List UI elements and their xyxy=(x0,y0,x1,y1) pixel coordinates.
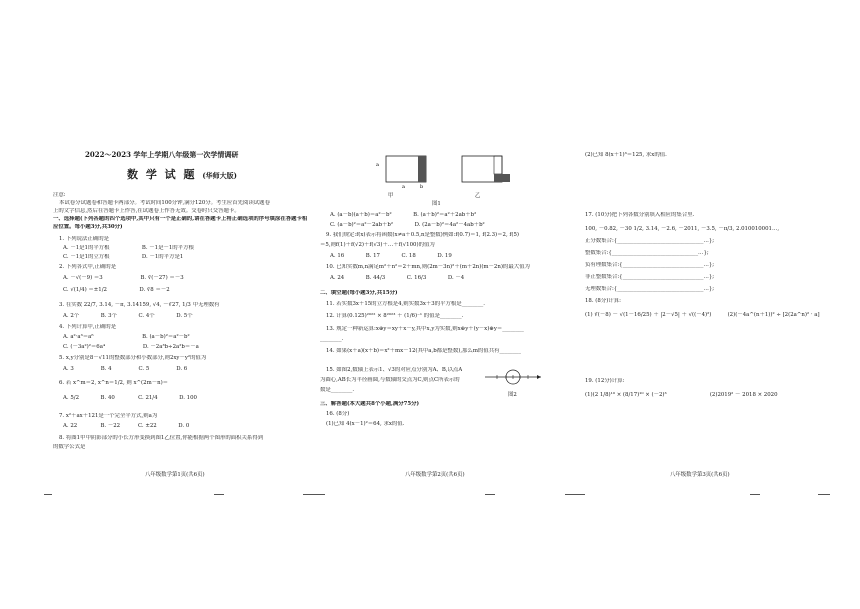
scan-mark xyxy=(750,494,760,495)
question-line: C. √(1/4) ＝±1/2 D. ∛8 ＝－2 xyxy=(63,287,170,293)
svg-text:b: b xyxy=(420,184,424,190)
figure1-label-jia: 甲 xyxy=(388,193,394,199)
exam-title xyxy=(127,166,237,182)
question-line: 14. 如果(x＋a)(x＋b)＝x²＋mx－12(其中a,b都是整数),那么m的值共有________ xyxy=(326,348,522,354)
set-line: 正分数集合:{________________________________…}; xyxy=(585,238,715,244)
question-line: A. 22 B. －22 C. ±22 D. 0 xyxy=(63,423,190,429)
set-line: 非正整数集合:{______________________________…}; xyxy=(585,274,715,280)
scan-mark xyxy=(818,494,830,495)
question-line: A. －1是1的平方根 B. －1是－1的平方根 xyxy=(63,245,194,251)
question-line: A. a²·a³＝a⁶ B. (a－b)²＝a²－b² xyxy=(63,334,190,340)
question-line: C. －1是1的立方根 D. －1的平方是1 xyxy=(63,254,184,260)
figure2-number-line xyxy=(483,366,543,388)
notice-line: 上的文字信息,然后在答题卡上作答,在试题卷上作答无效。交卷时只交答题卡。 xyxy=(53,208,240,214)
question-line: 为圆心,AB长为半径画圆,与数轴的交点为C,则点C所表示的 xyxy=(320,377,460,383)
scan-mark xyxy=(485,494,495,495)
question-line: A. 3 B. 4 C. 5 D. 6 xyxy=(63,366,188,372)
question-line: (1)已知 4(x－1)²＝64, 求x的值. xyxy=(326,421,405,427)
figure1-caption: 图1 xyxy=(432,201,441,207)
set-line: 负有理数集合:{______________________________…}; xyxy=(585,262,715,268)
question-line: 的数学公式是 xyxy=(53,444,86,450)
question-line: 100, －0.82, －30 1/2, 3.14, －2.6, －2011, －3.5, －π/3, 2.010010001…, xyxy=(585,226,780,232)
question-line: 11. 若实数3x＋15的立方根是4,则实数3x＋3的平方根是________. xyxy=(326,301,485,307)
svg-text:a: a xyxy=(376,162,379,168)
set-line: 整数集合:{________________________________…}; xyxy=(585,250,709,256)
question-line: ________. xyxy=(320,336,344,342)
question-line: 19. (12分)计算: xyxy=(585,378,625,384)
question-line: (2)已知 8(x＋1)³＝125, 求x的值. xyxy=(585,152,667,158)
question-line: 7. x²＋ax＋121是一个完全平方式,则a为 xyxy=(59,413,158,419)
question-line: 12. 计算(0.125)²⁰²² × 8²⁰²³ ＋ (1/6)⁻¹ 的值是________. xyxy=(326,313,464,319)
question-line: ＝5,则f(1)＋f(√2)＋f(√3)＋…＋f(√100)的值为 xyxy=(320,242,435,248)
notice-line: 一、选择题(下列各题的四个选项中,其中只有一个是正确的,请在答题卡上将正确选项的序号填涂在答题卡相 xyxy=(53,216,308,222)
question-line: 8. 将图1甲中阴影部分的小长方形变换到图1乙位置,你能根据两个图形的面积关系得到 xyxy=(59,435,264,441)
exam-header: 2022～2023 学年上学期八年级第一次学情调研 xyxy=(85,150,239,159)
question-line: (1) ∛(－8) － √(1－16/25) ＋ |2－√5| ＋ √((－4)²) (2)(－4a^(n＋1))² ÷ [2(2a^n)² · a] xyxy=(585,312,820,318)
question-line: 10. 已知实数m,n满足m²＋n²＝2＋mn,则(2m－3n)²＋(m＋2n)(m－2n)的最大值为 xyxy=(326,264,530,270)
question-line: A. －√(－9) ＝3 B. ∛(－27) ＝－3 xyxy=(63,275,184,281)
section-heading: 三、解答题(本大题共8个小题,满分75分) xyxy=(320,401,420,407)
question-line: C. (a－b)²＝a²－2ab＋b² D. (2a－b)²＝4a²－4ab＋b² xyxy=(330,222,485,228)
figure1-label-yi: 乙 xyxy=(475,193,481,199)
question-line: A. (a－b)(a＋b)＝a²－b² B. (a＋b)²＝a²＋2ab＋b² xyxy=(330,212,477,218)
notice-label: 注意: xyxy=(53,192,66,198)
page2-footer: 八年级数学第2页(共6页) xyxy=(405,472,465,478)
question-line: 4. 下列计算中,正确的是 xyxy=(59,324,117,330)
svg-text:a: a xyxy=(402,184,405,190)
question-line: A. 16 B. 17 C. 18 D. 19 xyxy=(330,253,452,259)
page1-footer: 八年级数学第1页(共6页) xyxy=(145,472,205,478)
notice-line: 本试卷分试题卷和答题卡两部分。考试时间100分钟,满分120分。考生应首先阅读试题卷 xyxy=(59,200,270,206)
figure1-rectangles xyxy=(372,152,522,204)
question-line: 1. 下列说法正确的是 xyxy=(59,236,109,242)
notice-line: 应位置。每小题3分,共30分) xyxy=(53,224,123,230)
question-line: 13. 规定一种新运算:x⊕y＝xy＋x－y,其中x,y为实数,则x⊕y＋(y－x)⊕y＝________ xyxy=(326,326,524,332)
question-line: 5. x,y分别是8－√11的整数部分和小数部分,则2xy－y²的值为 xyxy=(59,355,207,361)
question-line: A. 5/2 B. 40 C. 21/4 D. 100 xyxy=(63,395,197,401)
question-line: A. 24 B. 44/3 C. 16/3 D. －4 xyxy=(330,275,465,281)
set-line: 无理数集合:{________________________________…}; xyxy=(585,286,715,292)
section-heading: 二、填空题(每小题3分,共15分) xyxy=(320,290,398,296)
question-line: 数是________. xyxy=(320,387,355,393)
exam-title-text: 数 学 试 题 xyxy=(127,168,197,181)
question-line: 2. 下列各式中,正确的是 xyxy=(59,264,117,270)
scan-mark xyxy=(303,494,325,495)
scan-mark xyxy=(214,494,224,495)
scan-mark xyxy=(565,494,585,495)
figure2-caption: 图2 xyxy=(508,392,517,398)
question-line: C. (－3a²)²＝6a⁴ D. －2a³b÷2a²b＝－a xyxy=(63,344,199,350)
question-line: 15. 如图2,数轴上表示1、√3的对应点分别为A、B,以点A xyxy=(326,367,463,373)
question-line: (1)(2 1/8)¹⁰ × (8/17)¹⁰ × (－2)³ (2)2019² － 2018 × 2020 xyxy=(585,392,778,398)
question-line: 18. (8分)计算: xyxy=(585,298,621,304)
question-line: 9. 我们规定:f(x)表示将函数(x≠a＋0.5,n是整数)例如:f(0.7)＝1, f(2.3)＝2, f(5) xyxy=(326,232,519,238)
question-line: 3. 在实数 22/7, 3.14, －π, 3.14159, √4, －∛27, 1/3 中无理数有 xyxy=(59,302,220,308)
question-line: 17. (10分)把下列各数分别填入相应的集合里. xyxy=(585,212,695,218)
exam-edition: (华师大版) xyxy=(202,171,237,180)
question-line: A. 2个 B. 3个 C. 4个 D. 5个 xyxy=(63,313,193,319)
question-line: 6. 若 x^m＝2, x^n＝1/2, 则 x^(2m－n)＝ xyxy=(59,380,169,386)
scan-mark xyxy=(44,494,52,495)
question-line: 16. (8分) xyxy=(326,411,350,417)
page3-footer: 八年级数学第3页(共6页) xyxy=(670,472,730,478)
